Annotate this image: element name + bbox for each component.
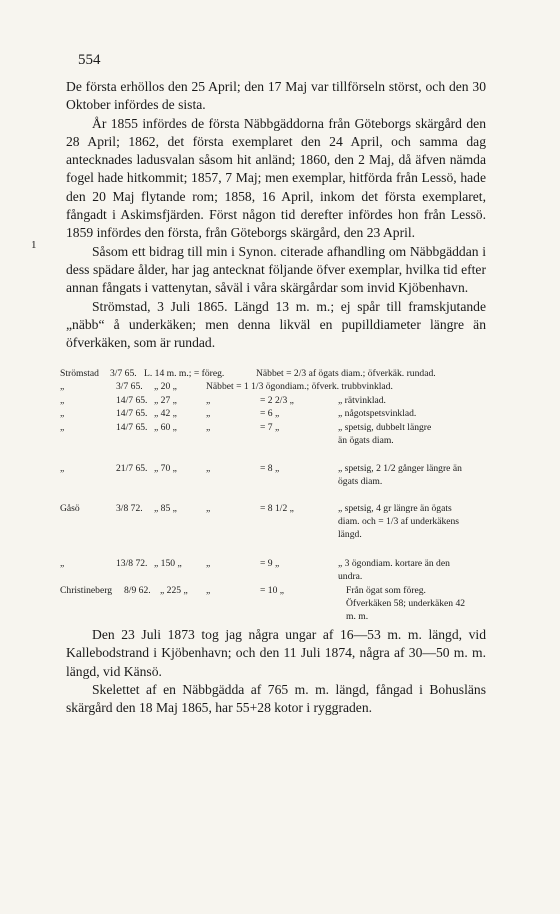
row-note: „ 3 ögondiam. kortare än den undra. [338, 557, 450, 582]
row-location: „ [60, 381, 65, 392]
paragraph: Strömstad, 3 Juli 1865. Längd 13 m. m.; ej spår till framskjutande „näbb“ å underkäken; men denna likväl en pupilldiameter längre än öfverkäken, som är rundad. [66, 298, 486, 351]
measurement-table [60, 367, 500, 624]
row-location: „ [60, 557, 65, 569]
row-note: „ någotspetsvinklad. [338, 408, 417, 419]
row-ratio: = 8 „ [260, 462, 280, 474]
row-note: „ spetsig, 4 gr längre än ögats diam. och = 1/3 af underkäkens längd. [338, 502, 460, 541]
row-ratio: = 9 „ [260, 557, 280, 569]
body-text [66, 78, 486, 352]
row-snout: „ [206, 408, 211, 419]
paragraph: De första erhöllos den 25 April; den 17 Maj var tillförseln störst, och den 30 Oktober infördes de sista. [66, 79, 486, 113]
row-length: „ 70 „ [154, 462, 177, 474]
row-note: Från ögat som föreg. Öfverkäken 58; underkäken 42 m. m. [346, 584, 466, 623]
row-note: „ spetsig, 2 1/2 gånger längre än ögats diam. [338, 462, 462, 487]
bottom-text [66, 626, 486, 717]
table-row [60, 462, 500, 502]
table-row [60, 367, 500, 380]
paragraph: Såsom ett bidrag till min i Synon. citerade afhandling om Näbbgäddan i dess spädare ålder, har jag antecknat följande öfver exemplar, hvilka tid efter annan fångats i vattenytan, såväl i våra skärgårdar som invid Kjöbenhavn. [66, 243, 486, 296]
table-row [60, 557, 500, 584]
row-length: „ 27 „ [154, 394, 177, 406]
table-row [60, 380, 500, 394]
row-date: 14/7 65. [116, 408, 148, 419]
table-row [60, 502, 500, 557]
row-snout: „ [206, 557, 211, 569]
table-row [60, 407, 500, 421]
row-location: „ [60, 394, 65, 406]
row-snout: „ [206, 394, 211, 406]
row-note: „ spetsig, dubbelt längre än ögats diam. [338, 421, 432, 446]
row-ratio: = 8 1/2 „ [260, 502, 294, 514]
margin-mark: 1 [31, 239, 37, 251]
row-location: „ [60, 408, 65, 419]
row-note: „ rätvinklad. [338, 394, 386, 406]
table-row [60, 584, 500, 624]
row-length: „ 225 „ [160, 584, 188, 596]
row-date: 3/7 65. [116, 381, 143, 392]
row-length: „ 85 „ [154, 502, 177, 514]
row-snout: „ [206, 421, 211, 433]
row-date: 3/7 65. [110, 368, 137, 379]
paragraph: År 1855 infördes de första Näbbgäddorna från Göteborgs skärgård den 28 April; 1862, det första exemplaret den 24 April, och samma dag antecknades ladusvalan såsom hit anländ; 1860, den 2 Maj, då äfven nämda fogel hade hitkommit; 1857, 7 Maj; men exemplar, hitförda från Lessö, hade den 20 Maj flytande rom; 1858, 16 April, inkom det första exemplaret, fångadt i Askimsfjärden. Först någon tid derefter infördes hon från Lessö. 1859 infördes den första, från Göteborgs skärgård, den 23 April. [66, 115, 486, 241]
row-snout: „ [206, 502, 211, 514]
row-length: „ 60 „ [154, 421, 177, 433]
row-location: Gåsö [60, 502, 80, 514]
row-ratio: = 2 2/3 „ [260, 394, 294, 406]
paragraph: Skelettet af en Näbbgädda af 765 m. m. längd, fångad i Bohusläns skärgård den 18 Maj 1865, har 55+28 kotor i ryggraden. [66, 681, 486, 716]
row-location: „ [60, 421, 65, 433]
row-snout: „ [206, 462, 211, 474]
row-date: 14/7 65. [116, 394, 148, 406]
page-number: 554 [78, 52, 101, 68]
row-date: 13/8 72. [116, 557, 148, 569]
row-location: „ [60, 462, 65, 474]
row-length: L. 14 m. m.; = föreg. [144, 368, 225, 379]
paragraph: Den 23 Juli 1873 tog jag några ungar af 16—53 m. m. längd, vid Kallebodstrand i Kjöbenhavn; och den 11 Juli 1874, några af 30—50 m. m. längd, vid Känsö. [66, 627, 486, 679]
table-row [60, 421, 500, 462]
row-ratio: = 6 „ [260, 408, 280, 419]
row-date: 8/9 62. [124, 584, 151, 596]
row-date: 3/8 72. [116, 502, 143, 514]
row-length: „ 42 „ [154, 408, 177, 419]
row-location: Strömstad [60, 368, 99, 379]
row-length: „ 20 „ [154, 381, 177, 392]
row-ratio: = 10 „ [260, 584, 285, 596]
row-snout: „ [206, 584, 211, 596]
row-length: „ 150 „ [154, 557, 182, 569]
row-snout-ratio: Näbbet = 1 1/3 ögondiam.; öfverk. trubbvinklad. [206, 381, 393, 392]
row-date: 14/7 65. [116, 421, 148, 433]
row-date: 21/7 65. [116, 462, 148, 474]
row-snout-ratio: Näbbet = 2/3 af ögats diam.; öfverkäk. rundad. [256, 368, 436, 379]
table-row [60, 394, 500, 408]
row-ratio: = 7 „ [260, 421, 280, 433]
row-location: Christineberg [60, 584, 113, 596]
